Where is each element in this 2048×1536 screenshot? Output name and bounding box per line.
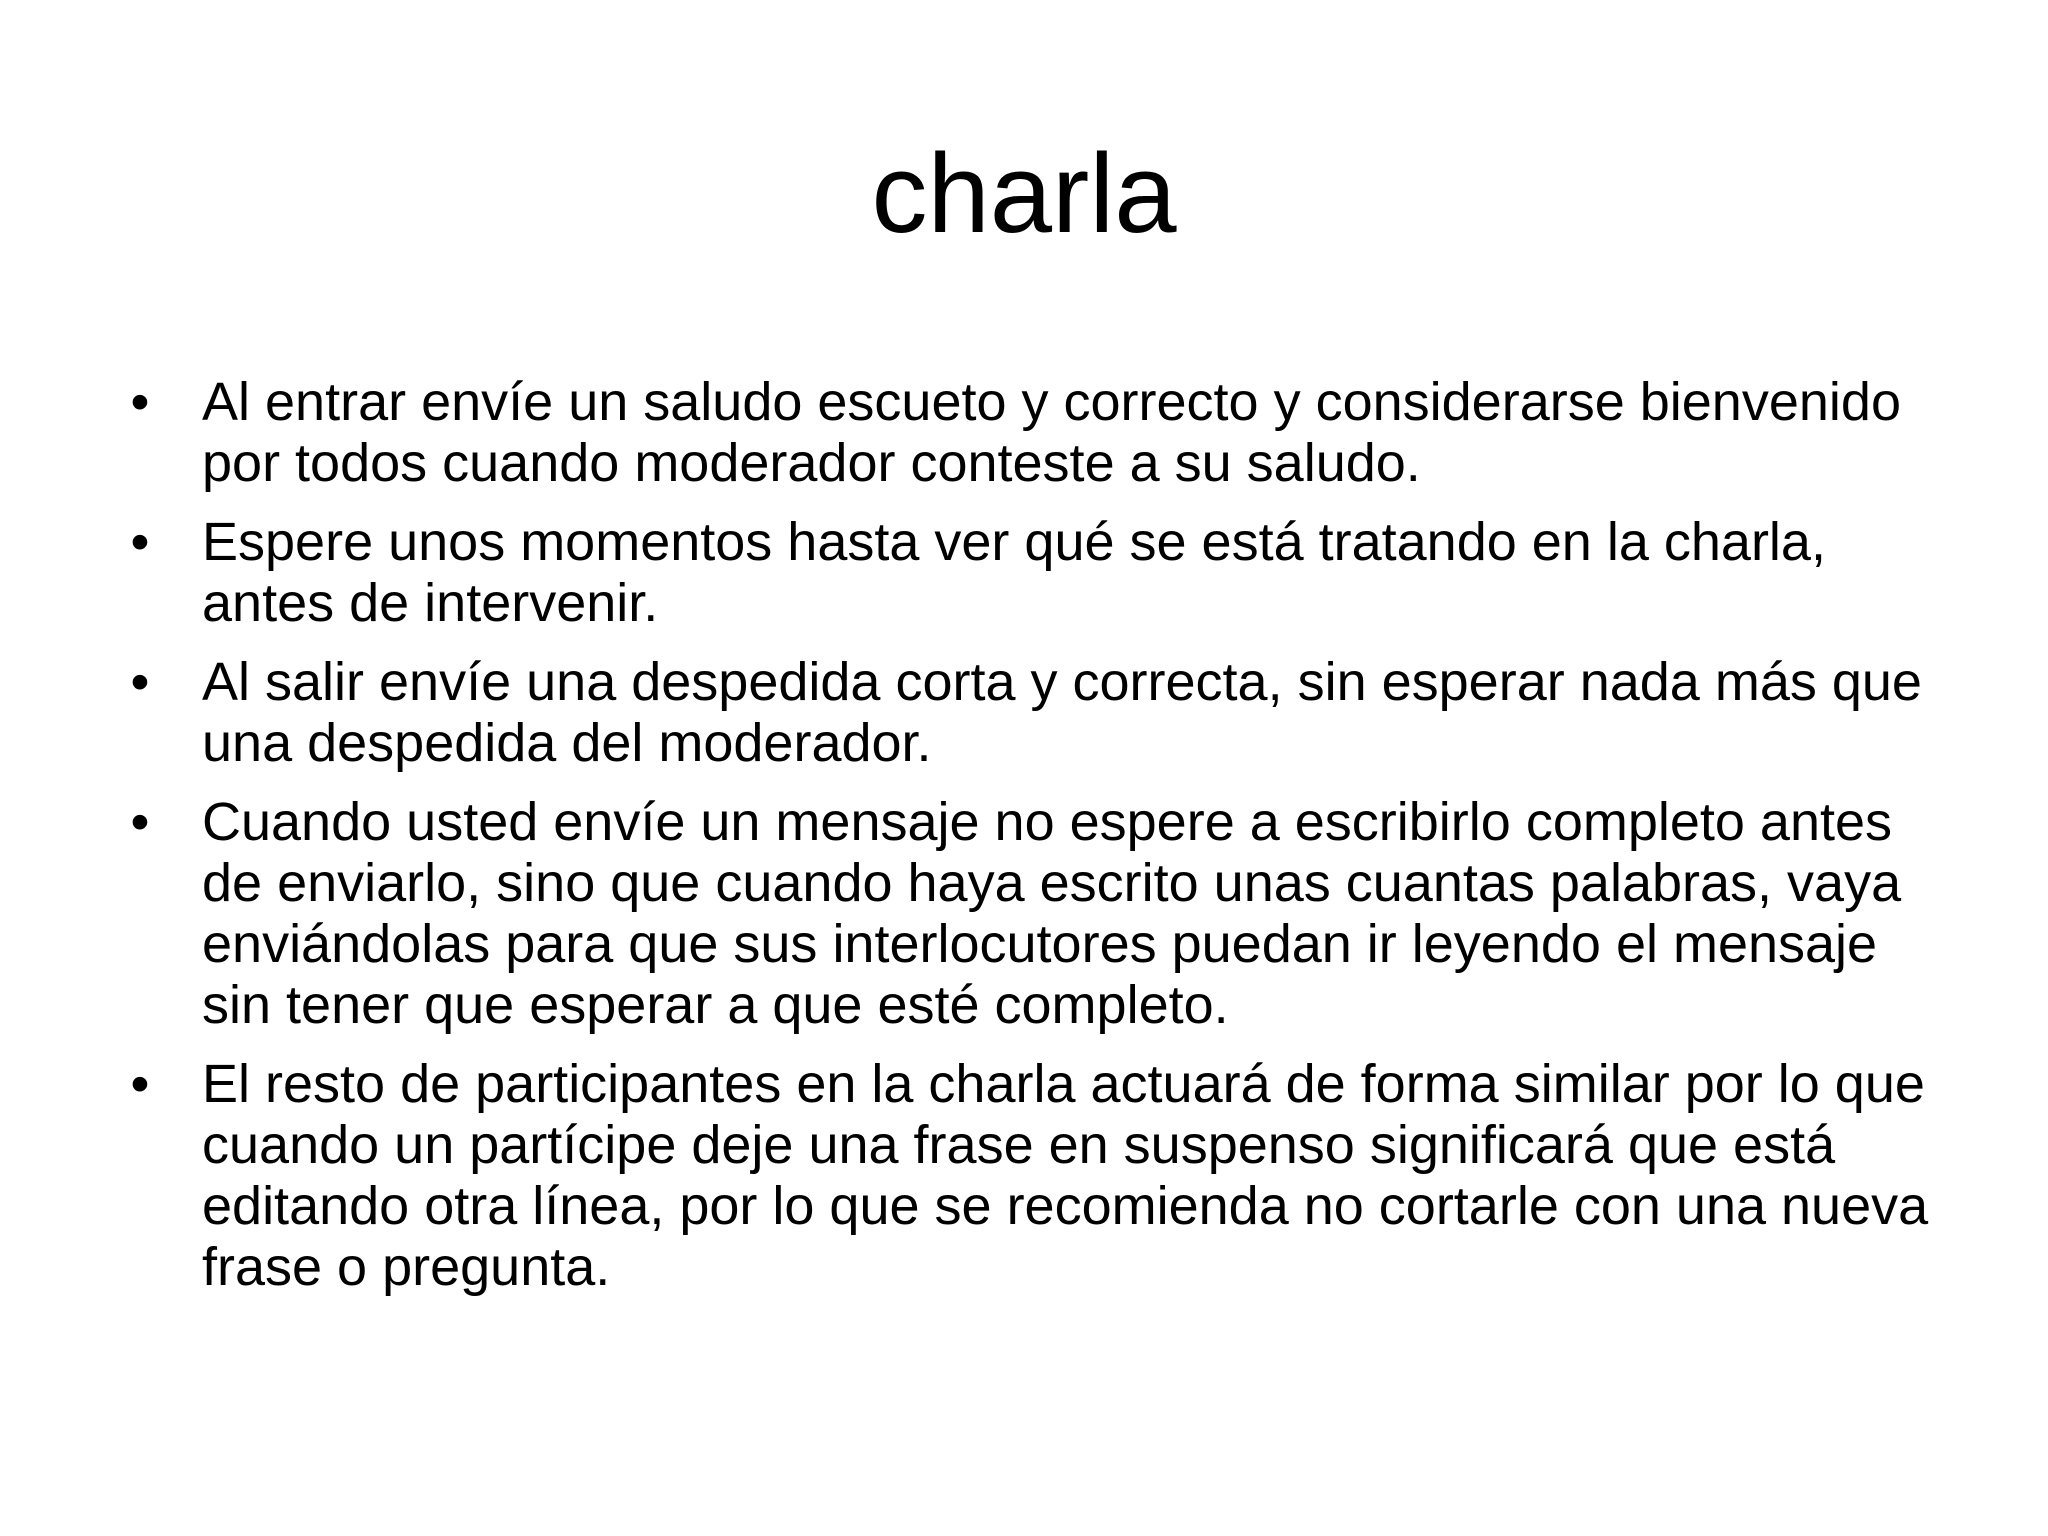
bullet-dot: • bbox=[130, 512, 150, 572]
bullet-list bbox=[120, 372, 1960, 1316]
list-item-text: Espere unos momentos hasta ver qué se está tratando en la charla, antes de intervenir. bbox=[202, 512, 1826, 633]
list-item-text: Cuando usted envíe un mensaje no espere a escribirlo completo antes de enviarlo, sino que cuando haya escrito unas cuantas palabras, vaya enviándolas para que sus interlocutores puedan ir leyendo el mensaje sin tener que esperar a que esté completo. bbox=[202, 792, 1902, 1035]
bullet-dot: • bbox=[130, 792, 150, 852]
list-item-text: El resto de participantes en la charla actuará de forma similar por lo que cuando un partícipe deje una frase en suspenso significará que está editando otra línea, por lo que se recomienda no cortarle con una nueva frase o pregunta. bbox=[202, 1054, 1929, 1297]
bullet-dot: • bbox=[130, 372, 150, 432]
bullet-dot: • bbox=[130, 652, 150, 712]
list-item-text: Al salir envíe una despedida corta y correcta, sin esperar nada más que una despedida del moderador. bbox=[202, 652, 1922, 773]
list-item bbox=[120, 792, 1960, 1036]
slide-title: charla bbox=[871, 131, 1177, 256]
list-item-text: Al entrar envíe un saludo escueto y correcto y considerarse bienvenido por todos cuando moderador conteste a su saludo. bbox=[202, 372, 1901, 493]
list-item bbox=[120, 372, 1960, 494]
bullet-dot: • bbox=[130, 1054, 150, 1114]
list-item bbox=[120, 652, 1960, 774]
list-item bbox=[120, 512, 1960, 634]
list-item bbox=[120, 1054, 1960, 1298]
